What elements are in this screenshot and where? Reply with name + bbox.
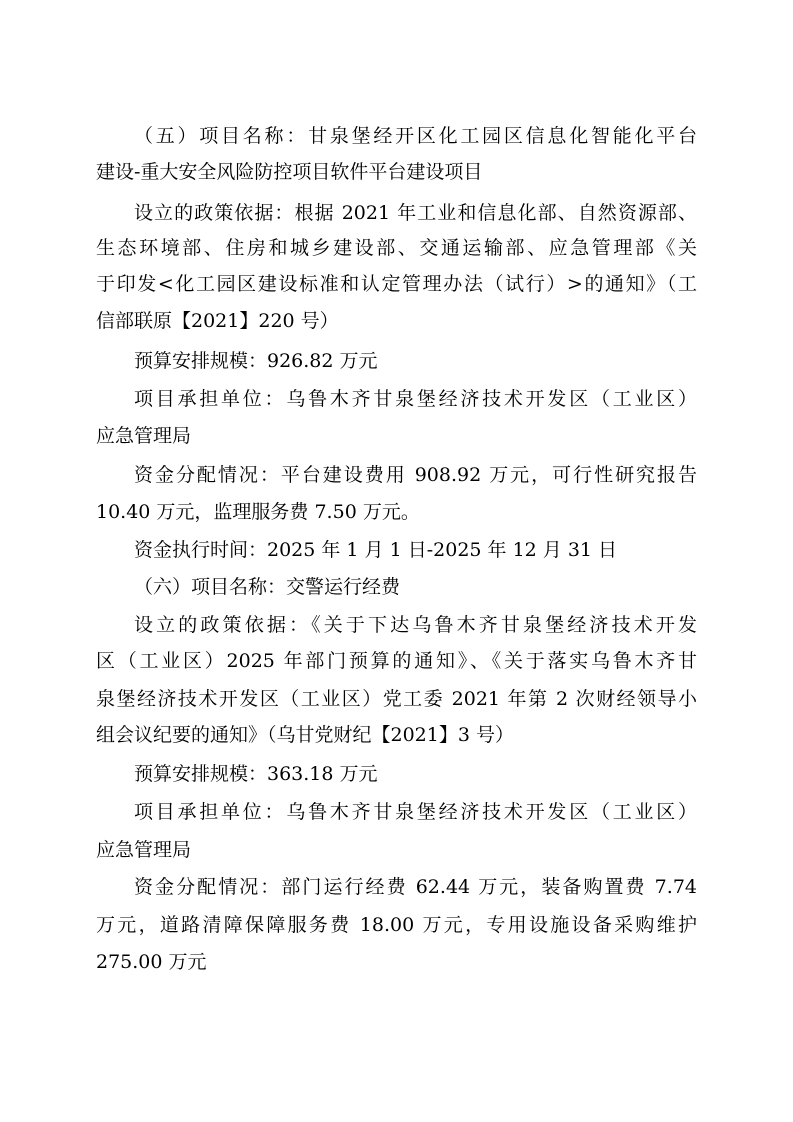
text-line: 建设-重大安全风险防控项目软件平台建设项目: [96, 161, 483, 183]
text-line: 组会议纪要的通知》（乌甘党财纪【2021】3 号）: [96, 724, 514, 746]
text-line: 资金分配情况：部门运行经费 62.44 万元，装备购置费 7.74: [134, 876, 697, 898]
text-line: 应急管理局: [96, 839, 192, 861]
text-line: 万元，道路清障保障服务费 18.00 万元，专用设施设备采购维护: [96, 914, 697, 936]
text-line: 10.40 万元，监理服务费 7.50 万元。: [96, 501, 420, 523]
text-line: 预算安排规模：363.18 万元: [134, 763, 378, 785]
text-line: 区（工业区）2025 年部门预算的通知》、《关于落实乌鲁木齐甘: [96, 650, 697, 672]
text-line: 设立的政策依据：《关于下达乌鲁木齐甘泉堡经济技术开发: [134, 614, 697, 636]
text-line: 项目承担单位：乌鲁木齐甘泉堡经济技术开发区（工业区）: [134, 801, 697, 823]
text-line: 于印发<化工园区建设标准和认定管理办法（试行）>的通知》（工: [96, 273, 697, 295]
text-line: 275.00 万元: [96, 951, 207, 973]
text-line: 预算安排规模：926.82 万元: [134, 350, 378, 372]
text-line: （六）项目名称：交警运行经费: [134, 576, 401, 598]
text-line: 应急管理局: [96, 425, 192, 447]
text-line: 设立的政策依据：根据 2021 年工业和信息化部、自然资源部、: [134, 202, 697, 224]
text-line: 资金分配情况：平台建设费用 908.92 万元，可行性研究报告: [134, 464, 697, 486]
text-line: 资金执行时间：2025 年 1 月 1 日-2025 年 12 月 31 日: [134, 539, 618, 561]
text-line: 项目承担单位：乌鲁木齐甘泉堡经济技术开发区（工业区）: [134, 388, 697, 410]
text-line: （五）项目名称：甘泉堡经开区化工园区信息化智能化平台: [134, 125, 697, 147]
text-line: 生态环境部、住房和城乡建设部、交通运输部、应急管理部《关: [96, 237, 697, 259]
text-line: 泉堡经济技术开发区（工业区）党工委 2021 年第 2 次财经领导小: [96, 688, 697, 710]
text-line: 信部联原【2021】220 号）: [96, 310, 339, 332]
